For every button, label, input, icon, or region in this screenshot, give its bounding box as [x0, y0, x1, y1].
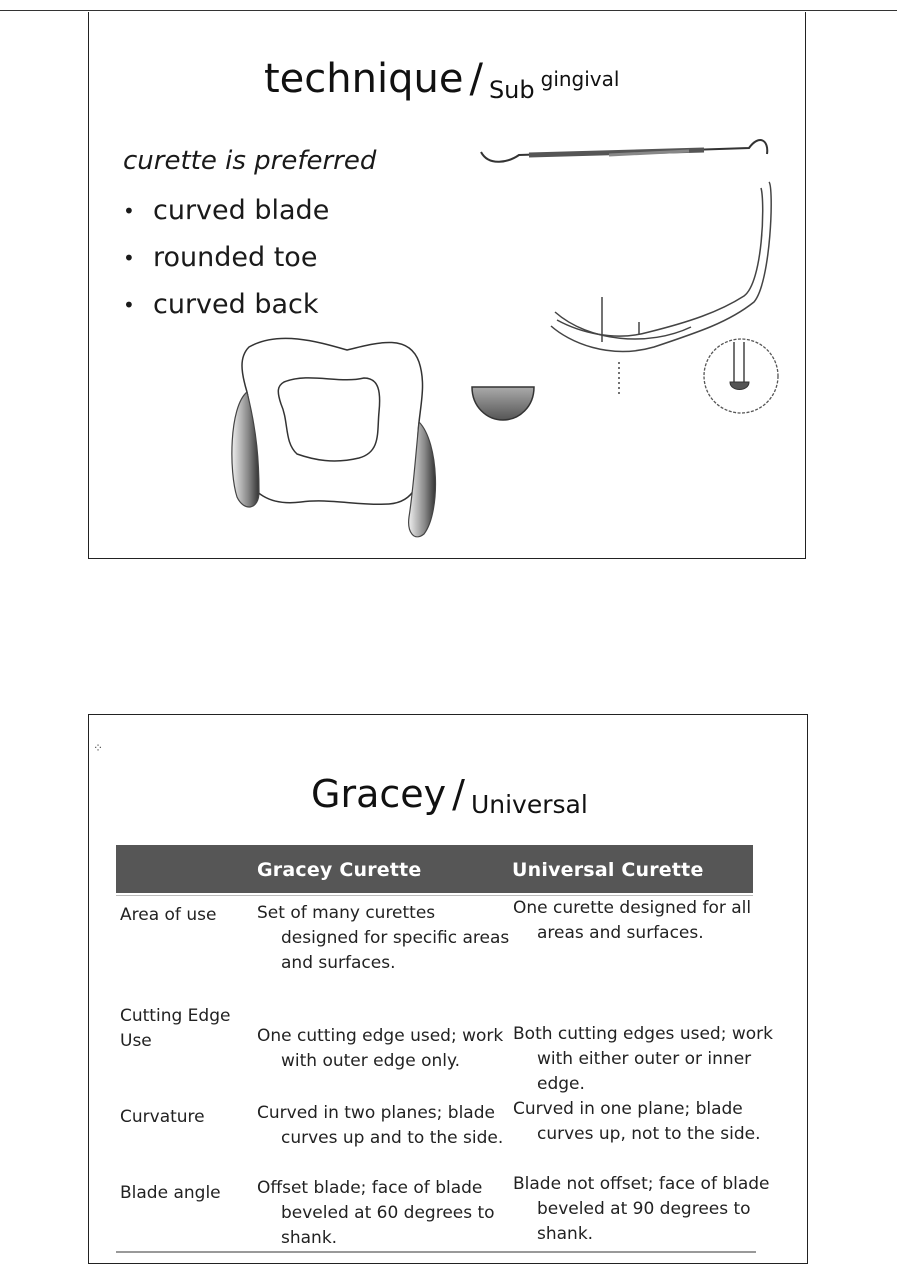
- bullet-dot-icon: •: [123, 246, 135, 270]
- header-gracey-curette: Gracey Curette: [257, 859, 422, 881]
- row-label-blade-angle: Blade angle: [120, 1183, 221, 1203]
- slide1-title-sup: gingival: [540, 67, 620, 91]
- row-label-cutting-edge-use: Cutting Edge Use: [120, 1006, 231, 1051]
- row-label-area-of-use: Area of use: [120, 905, 217, 925]
- curette-illustrations: [89, 12, 807, 559]
- slide1-title-main: technique: [264, 56, 464, 102]
- cell-gracey-blade-angle: Offset blade; face of blade beveled at 60 degrees to shank.: [257, 1178, 495, 1248]
- blade-cross-section-shape: [472, 387, 534, 420]
- curette-blade-closeup: [551, 182, 771, 397]
- slide-technique: [88, 12, 806, 559]
- cell-universal-curvature: Curved in one plane; blade curves up, not to the side.: [513, 1099, 761, 1144]
- bullet-dot-icon: •: [123, 293, 135, 317]
- table-bottom-rule: [116, 1251, 756, 1253]
- slide1-lead: curette is preferred: [123, 146, 377, 176]
- header-universal-curette: Universal Curette: [512, 859, 704, 881]
- corner-mark-icon: ⁘: [93, 741, 104, 755]
- cell-universal-cutting-edge-use: Both cutting edges used; work with either outer or inner edge.: [513, 1024, 773, 1094]
- slide1-title-slash: /: [469, 56, 483, 102]
- slide1-title-sub: Sub: [488, 76, 535, 104]
- bullet-item: • rounded toe: [123, 239, 329, 286]
- curette-instrument-drawing: [481, 140, 767, 162]
- cell-universal-area-of-use: One curette designed for all areas and surfaces.: [513, 898, 752, 943]
- bullet-dot-icon: •: [123, 199, 135, 223]
- row-label-curvature: Curvature: [120, 1107, 205, 1127]
- page-top-rule: [0, 10, 897, 11]
- slide2-title-sub: Universal: [470, 790, 588, 819]
- slide2-title: [311, 772, 588, 819]
- slide2-title-slash: /: [452, 772, 465, 816]
- slide2-title-main: Gracey: [311, 772, 447, 816]
- cell-gracey-cutting-edge-use: One cutting edge used; work with outer edge only.: [257, 1026, 504, 1071]
- slide-gracey-universal: [88, 714, 808, 1264]
- cell-universal-blade-angle: Blade not offset; face of blade beveled at 90 degrees to shank.: [513, 1174, 770, 1244]
- bullet-item: • curved back: [123, 286, 329, 333]
- tooth-outline-drawing: [232, 338, 436, 536]
- blade-detail-circle: [704, 339, 778, 413]
- cell-gracey-area-of-use: Set of many curettes designed for specific areas and surfaces.: [257, 903, 510, 973]
- bullet-item: • curved blade: [123, 192, 329, 239]
- cell-gracey-curvature: Curved in two planes; blade curves up and to the side.: [257, 1103, 504, 1148]
- comparison-table-header: [116, 845, 753, 893]
